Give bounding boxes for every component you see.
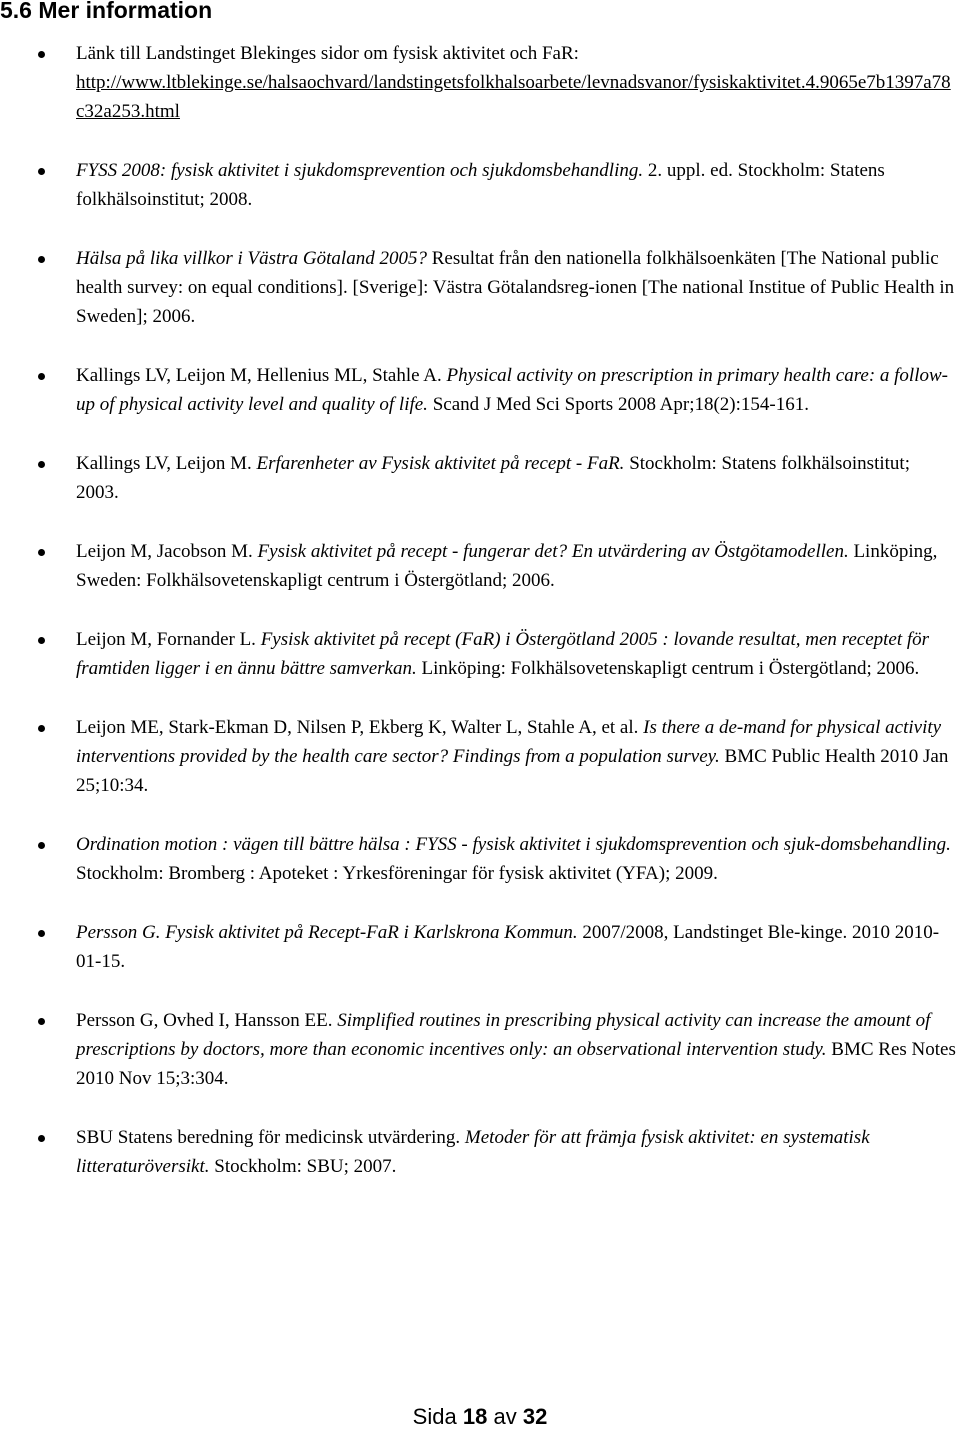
reference-item	[38, 361, 956, 419]
bullet-icon	[38, 842, 45, 849]
reference-item	[38, 625, 956, 683]
reference-details: Linköping, Sweden: Folkhälsovetenskapligt centrum i Östergötland; 2006.	[76, 541, 938, 591]
footer-prefix: Sida	[412, 1404, 457, 1429]
reference-title: Physical activity on prescription in primary health care: a follow-up of physical activity level and quality of life.	[76, 365, 948, 415]
reference-details: 2007/2008, Landstinget Ble-kinge. 2010 2010-01-15.	[76, 922, 940, 972]
reference-text: Länk till Landstinget Blekinges sidor om fysisk aktivitet och FaR:	[76, 43, 579, 64]
current-page-number: 18	[462, 1404, 488, 1429]
reference-item	[38, 244, 956, 331]
reference-item	[38, 830, 956, 888]
bullet-icon	[38, 637, 45, 644]
total-page-count: 32	[522, 1404, 548, 1429]
bullet-icon	[38, 930, 45, 937]
bullet-icon	[38, 256, 45, 263]
reference-title: Hälsa på lika villkor i Västra Götaland 2005?	[76, 248, 427, 269]
reference-item	[38, 537, 956, 595]
reference-item	[38, 918, 956, 976]
reference-item	[38, 449, 956, 507]
reference-details: BMC Public Health 2010 Jan 25;10:34.	[76, 746, 949, 796]
reference-title: Erfarenheter av Fysisk aktivitet på recept - FaR.	[256, 453, 625, 474]
reference-title: Fysisk aktivitet på recept (FaR) i Östergötland 2005 : lovande resultat, men receptet för framtiden ligger i en ännu bättre samverkan.	[76, 629, 930, 679]
bullet-icon	[38, 725, 45, 732]
reference-item	[38, 713, 956, 800]
bullet-icon	[38, 1018, 45, 1025]
reference-details: Resultat från den nationella folkhälsoenkäten [The National public health survey: on equal conditions]. [Sverige]: Västra Götalandsreg-ionen [The national Institue of Public Health in Sweden]; 2006.	[76, 248, 955, 327]
reference-title: Is there a de-mand for physical activity interventions provided by the health care sector? Findings from a population survey.	[76, 717, 942, 767]
reference-item	[38, 156, 956, 214]
reference-item	[38, 1006, 956, 1093]
reference-title: Simplified routines in prescribing physical activity can increase the amount of prescriptions by doctors, more than economic incentives only: an observational intervention study.	[76, 1010, 931, 1060]
reference-details: Linköping: Folkhälsovetenskapligt centrum i Östergötland; 2006.	[421, 658, 920, 679]
reference-authors: Persson G, Ovhed I, Hansson EE.	[76, 1010, 333, 1031]
reference-details: Stockholm: SBU; 2007.	[214, 1156, 397, 1177]
reference-authors: Leijon M, Fornander L.	[76, 629, 256, 650]
reference-title: Fysisk aktivitet på recept - fungerar det? En utvärdering av Östgötamodellen.	[257, 541, 849, 562]
page-footer	[0, 1404, 960, 1430]
reference-details: Stockholm: Statens folkhälsoinstitut; 2003.	[76, 453, 910, 503]
reference-list	[38, 39, 956, 1181]
section-heading: 5.6 Mer information	[0, 0, 213, 23]
footer-separator: av	[493, 1404, 517, 1429]
reference-authors: Kallings LV, Leijon M.	[76, 453, 252, 474]
bullet-icon	[38, 1135, 45, 1142]
bullet-icon	[38, 51, 45, 58]
bullet-icon	[38, 461, 45, 468]
bullet-icon	[38, 168, 45, 175]
reference-item	[38, 39, 956, 126]
reference-details: BMC Res Notes 2010 Nov 15;3:304.	[76, 1039, 956, 1089]
bullet-icon	[38, 373, 45, 380]
bullet-icon	[38, 549, 45, 556]
reference-details: Scand J Med Sci Sports 2008 Apr;18(2):154-161.	[432, 394, 809, 415]
reference-title: FYSS 2008: fysisk aktivitet i sjukdomsprevention och sjukdomsbehandling.	[76, 160, 644, 181]
reference-details: 2. uppl. ed. Stockholm: Statens folkhälsoinstitut; 2008.	[76, 160, 885, 210]
reference-item	[38, 1123, 956, 1181]
reference-authors: Kallings LV, Leijon M, Hellenius ML, Stahle A.	[76, 365, 442, 386]
reference-authors: Leijon M, Jacobson M.	[76, 541, 253, 562]
reference-title: Persson G. Fysisk aktivitet på Recept-FaR i Karlskrona Kommun.	[76, 922, 578, 943]
reference-authors: Leijon ME, Stark-Ekman D, Nilsen P, Ekberg K, Walter L, Stahle A, et al.	[76, 717, 639, 738]
reference-authors: SBU Statens beredning för medicinsk utvärdering.	[76, 1127, 461, 1148]
reference-title: Ordination motion : vägen till bättre hälsa : FYSS - fysisk aktivitet i sjukdomsprevention och sjuk-domsbehandling.	[76, 834, 951, 855]
reference-link[interactable]: http://www.ltblekinge.se/halsaochvard/landstingetsfolkhalsoarbete/levnadsvanor/fysiskaktivitet.4.9065e7b1397a78c32a253.html	[76, 72, 951, 122]
reference-title: Metoder för att främja fysisk aktivitet: en systematisk litteraturöversikt.	[76, 1127, 870, 1177]
reference-details: Stockholm: Bromberg : Apoteket : Yrkesföreningar för fysisk aktivitet (YFA); 2009.	[76, 863, 718, 884]
